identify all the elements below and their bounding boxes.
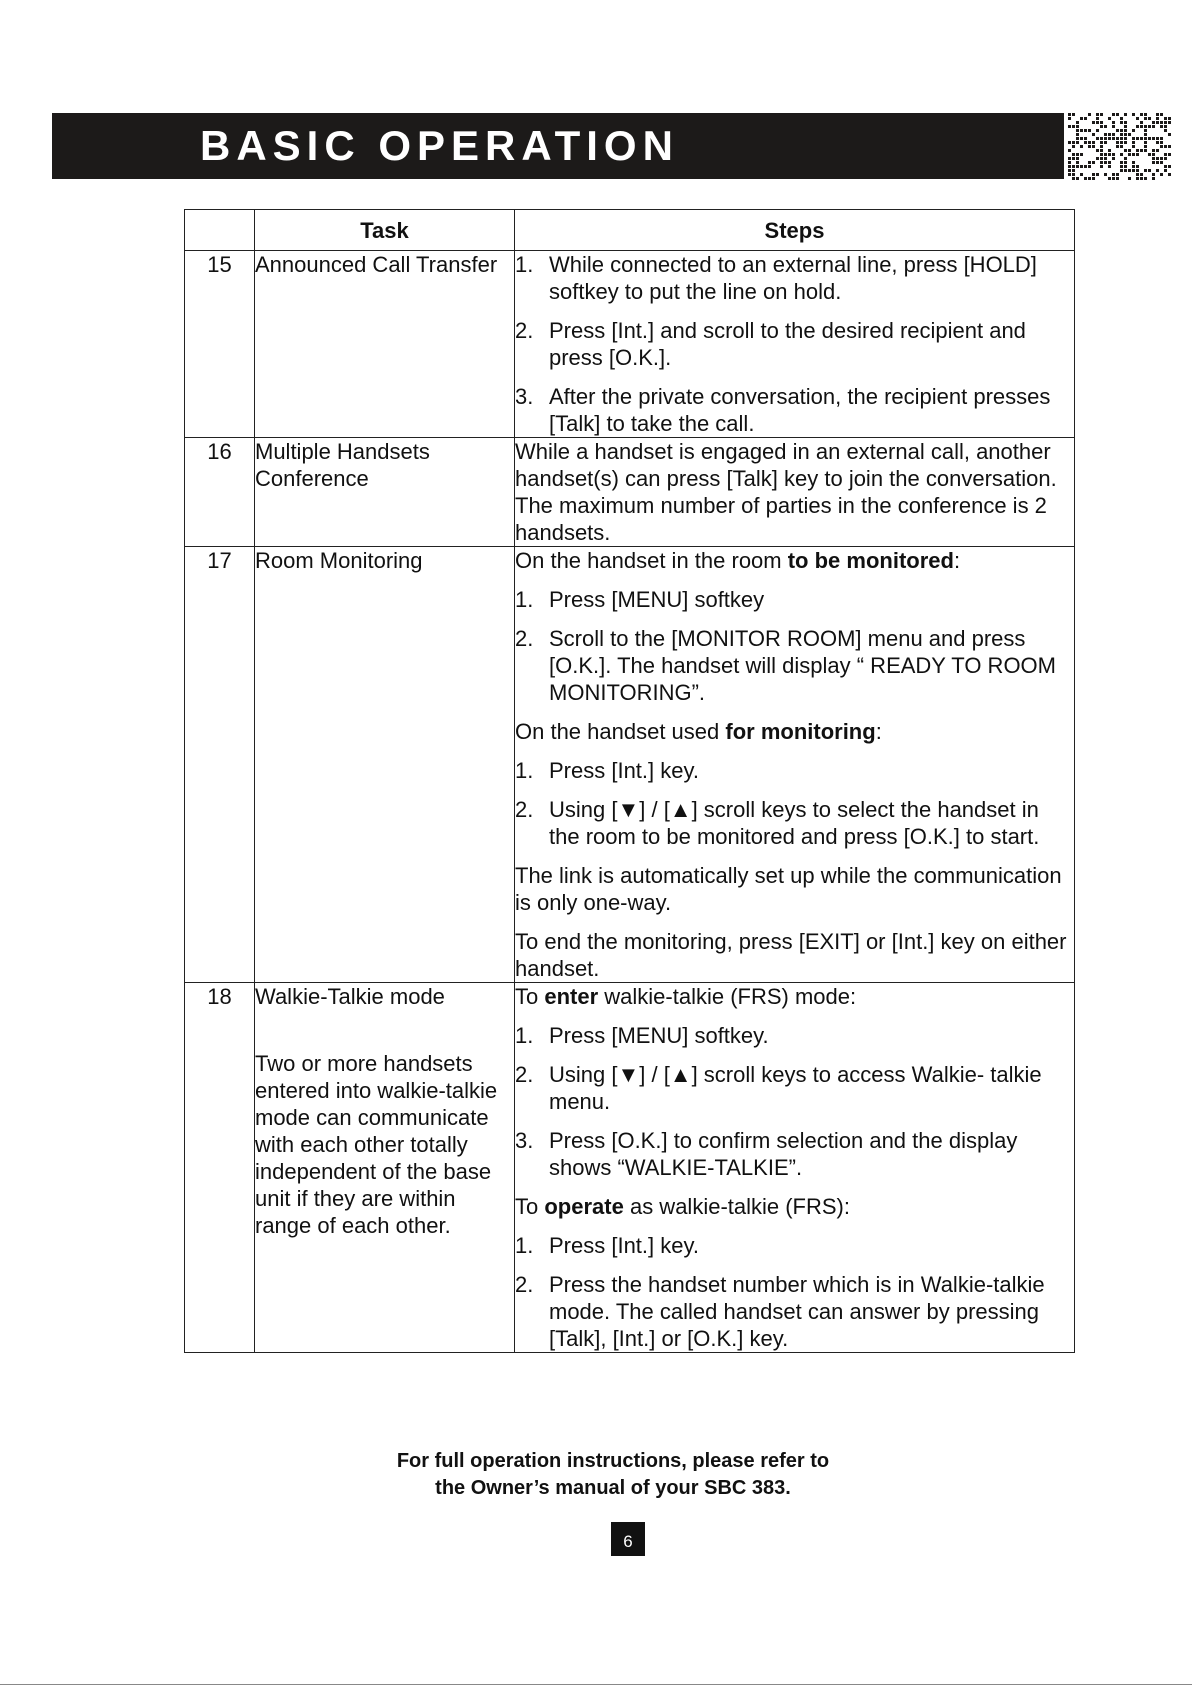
- footer-note-line-1: For full operation instructions, please refer to: [396, 1450, 830, 1472]
- step-number: 3.: [515, 1128, 534, 1153]
- task-number: 17: [185, 547, 255, 983]
- step-number: 1.: [515, 252, 534, 277]
- task-cell: [255, 251, 515, 438]
- step-text: After the private conversation, the recipient presses [Talk] to take the call.: [549, 384, 1051, 436]
- instruction-text-tail: :: [953, 548, 961, 573]
- instruction-text-emphasis: to be monitored: [787, 548, 954, 573]
- instruction-text: [515, 983, 1074, 1010]
- column-header-number: [185, 210, 255, 251]
- step-text: Press [MENU] softkey.: [549, 1023, 769, 1048]
- steps-list: [515, 1022, 1074, 1181]
- instruction-text-lead: On the handset used: [515, 719, 726, 744]
- page-number: 6: [611, 1522, 645, 1556]
- steps-cell: [515, 438, 1075, 547]
- steps-list: [515, 757, 1074, 850]
- steps-cell: [515, 983, 1075, 1353]
- table-body: [185, 251, 1075, 1353]
- step-item: [515, 317, 1074, 371]
- step-item: [515, 625, 1074, 706]
- step-item: [515, 251, 1074, 305]
- table-header-row: [185, 210, 1075, 251]
- step-text: Press [Int.] key.: [549, 758, 699, 783]
- table-row: [185, 251, 1075, 438]
- footer-note: [0, 1448, 1192, 1502]
- task-note: Two or more handsets entered into walkie-talkie mode can communicate with each other totally independent of the base unit if they are within range of each other.: [255, 1051, 498, 1238]
- step-item: [515, 1022, 1074, 1049]
- step-text: Press [O.K.] to confirm selection and the display shows “WALKIE-TALKIE”.: [549, 1128, 1018, 1180]
- steps-cell: [515, 251, 1075, 438]
- step-text: While connected to an external line, press [HOLD] softkey to put the line on hold.: [549, 252, 1037, 304]
- task-name: Room Monitoring: [255, 548, 423, 573]
- footer-note-line-2: the Owner’s manual of your SBC 383.: [435, 1477, 791, 1499]
- step-number: 2.: [515, 797, 534, 822]
- steps-cell: [515, 547, 1075, 983]
- step-item: [515, 1127, 1074, 1181]
- step-number: 2.: [515, 1272, 534, 1297]
- instruction-text-lead: To: [515, 1194, 545, 1219]
- task-number: 16: [185, 438, 255, 547]
- step-text: Using [▼] / [▲] scroll keys to access Walkie- talkie menu.: [549, 1062, 1042, 1114]
- step-text: Using [▼] / [▲] scroll keys to select the handset in the room to be monitored and press [O.K.] to start.: [549, 797, 1040, 849]
- step-number: 2.: [515, 318, 534, 343]
- steps-list: [515, 586, 1074, 706]
- instruction-text-emphasis: enter: [544, 984, 599, 1009]
- page-title: BASIC OPERATION: [200, 122, 679, 169]
- step-item: [515, 383, 1074, 437]
- instruction-text-tail: as walkie-talkie (FRS):: [623, 1194, 850, 1219]
- instruction-text: The link is automatically set up while the communication is only one-way.: [515, 863, 1062, 915]
- task-cell: [255, 438, 515, 547]
- dot-pattern-decoration: [1068, 113, 1172, 181]
- instruction-text-tail: walkie-talkie (FRS) mode:: [598, 984, 857, 1009]
- step-text: Press [Int.] and scroll to the desired recipient and press [O.K.].: [549, 318, 1026, 370]
- task-number: 15: [185, 251, 255, 438]
- step-item: [515, 586, 1074, 613]
- step-number: 1.: [515, 587, 534, 612]
- step-text: Press the handset number which is in Walkie-talkie mode. The called handset can answer by pressing [Talk], [Int.] or [O.K.] key.: [549, 1272, 1045, 1351]
- step-number: 1.: [515, 1233, 534, 1258]
- instruction-text: To end the monitoring, press [EXIT] or [Int.] key on either handset.: [515, 929, 1067, 981]
- instruction-text-emphasis: operate: [544, 1194, 624, 1219]
- step-number: 1.: [515, 1023, 534, 1048]
- steps-list: [515, 1232, 1074, 1352]
- column-header-steps: Steps: [515, 210, 1075, 251]
- step-text: Press [Int.] key.: [549, 1233, 699, 1258]
- operations-table: [184, 209, 1075, 1353]
- task-name: Multiple Handsets Conference: [255, 439, 430, 491]
- step-number: 1.: [515, 758, 534, 783]
- instruction-text-tail: :: [875, 719, 882, 744]
- step-number: 2.: [515, 1062, 534, 1087]
- instruction-text: [515, 547, 1074, 574]
- instruction-text-lead: On the handset in the room: [515, 548, 788, 573]
- table-row: [185, 547, 1075, 983]
- task-name: Walkie-Talkie mode: [255, 984, 445, 1009]
- step-text: Press [MENU] softkey: [549, 587, 765, 612]
- step-item: [515, 796, 1074, 850]
- step-text: Scroll to the [MONITOR ROOM] menu and press [O.K.]. The handset will display “ READY TO ROOM MONITORING”.: [549, 626, 1056, 705]
- step-item: [515, 1061, 1074, 1115]
- task-number: 18: [185, 983, 255, 1353]
- task-cell: [255, 547, 515, 983]
- task-name: Announced Call Transfer: [255, 252, 498, 277]
- column-header-task: Task: [255, 210, 515, 251]
- task-cell: [255, 983, 515, 1353]
- table-row: [185, 438, 1075, 547]
- steps-list: [515, 251, 1074, 437]
- instruction-text-emphasis: for monitoring: [725, 719, 876, 744]
- instruction-text: While a handset is engaged in an external call, another handset(s) can press [Talk] key to join the conversation. The maximum number of parties in the conference is 2 handsets.: [515, 439, 1057, 545]
- instruction-text: [515, 718, 1074, 745]
- step-number: 3.: [515, 384, 534, 409]
- step-number: 2.: [515, 626, 534, 651]
- instruction-text: [515, 1193, 1074, 1220]
- step-item: [515, 757, 1074, 784]
- step-item: [515, 1232, 1074, 1259]
- table-row: [185, 983, 1075, 1353]
- step-item: [515, 1271, 1074, 1352]
- instruction-text-lead: To: [515, 984, 545, 1009]
